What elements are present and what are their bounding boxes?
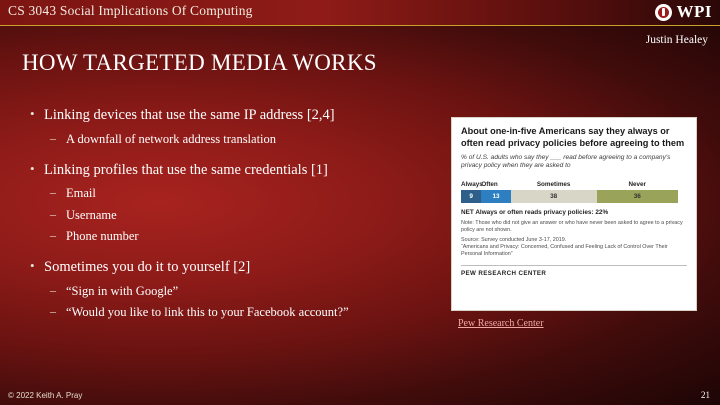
chart-net-label: NET Always or often reads privacy policies: 22% bbox=[461, 209, 609, 217]
bullet-secondary: – Username bbox=[28, 207, 438, 223]
chart-value-often: 13 bbox=[481, 190, 510, 203]
page-number: 21 bbox=[701, 390, 710, 400]
bullet-secondary: – Email bbox=[28, 185, 438, 201]
bullet-primary: • Linking profiles that use the same credentials [1] bbox=[28, 161, 438, 181]
chart-label-always: Always bbox=[461, 181, 483, 189]
chart-stacked-bar bbox=[461, 190, 687, 203]
chart-note: Note: Those who did not give an answer or who have never been asked to agree to a privacy policy are not shown. bbox=[461, 220, 683, 234]
wpi-logo bbox=[655, 2, 713, 22]
pew-chart-figure bbox=[452, 118, 696, 310]
bullet-secondary: – “Sign in with Google” bbox=[28, 283, 438, 299]
chart-value-sometimes: 38 bbox=[511, 190, 597, 203]
chart-study: “Americans and Privacy: Concerned, Confused and Feeling Lack of Control Over Their Personal Information” bbox=[461, 243, 668, 258]
bullet-group bbox=[28, 258, 438, 320]
page-title: HOW TARGETED MEDIA WORKS bbox=[22, 50, 377, 75]
chart-category-labels bbox=[461, 181, 687, 188]
bullet-secondary: – “Would you like to link this to your Facebook account?” bbox=[28, 304, 438, 320]
chart-value-never: 36 bbox=[597, 190, 678, 203]
wpi-logo-text: WPI bbox=[676, 2, 712, 21]
chart-title: About one-in-five Americans say they always or often read privacy policies before agreeing to them bbox=[461, 126, 685, 148]
bullet-group bbox=[28, 106, 438, 147]
chart-label-sometimes: Sometimes bbox=[536, 181, 571, 189]
chart-source: Source: Survey conducted June 3-17, 2019. bbox=[461, 236, 567, 243]
presenter-name: Justin Healey bbox=[645, 34, 708, 46]
wpi-seal-icon bbox=[655, 4, 672, 21]
chart-label-never: Never bbox=[628, 181, 647, 189]
chart-brand: PEW RESEARCH CENTER bbox=[461, 265, 687, 277]
bullet-group bbox=[28, 161, 438, 244]
chart-subtitle: % of U.S. adults who say they ___ read before agreeing to a company's privacy policy when they are asked to bbox=[461, 153, 671, 170]
chart-label-often: Often bbox=[481, 181, 498, 189]
bullet-secondary: – A downfall of network address translation bbox=[28, 131, 438, 147]
chart-value-always: 9 bbox=[461, 190, 481, 203]
bullet-secondary: – Phone number bbox=[28, 228, 438, 244]
chart-caption-link[interactable]: Pew Research Center bbox=[458, 318, 544, 329]
bullet-list bbox=[28, 100, 438, 334]
copyright-footer: © 2022 Keith A. Pray bbox=[8, 391, 83, 400]
bullet-primary: • Sometimes you do it to yourself [2] bbox=[28, 258, 438, 278]
bullet-primary: • Linking devices that use the same IP address [2,4] bbox=[28, 106, 438, 126]
course-title: CS 3043 Social Implications Of Computing bbox=[8, 3, 253, 18]
